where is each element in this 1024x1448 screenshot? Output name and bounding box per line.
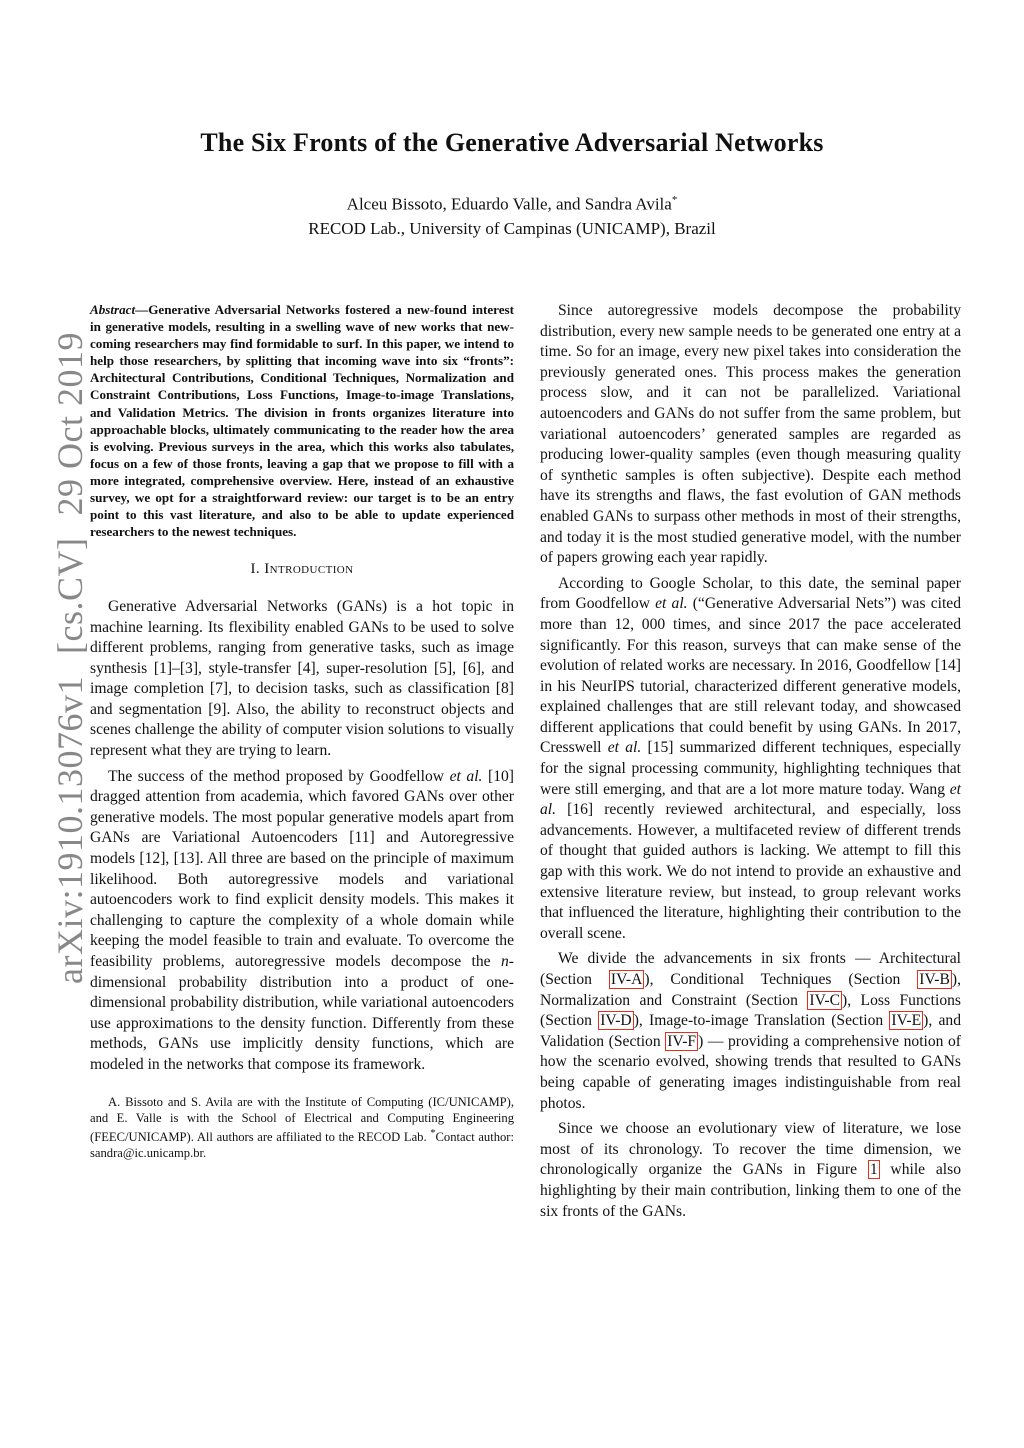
text-run: (“Generative Adversarial Nets”) was cited more than 12, 000 times, and since 2017 the pace accelerated significantly. For this reason, surveys that can make sense of the evolution of related works are necessary. In 2016, Goodfellow [14] in his NeurIPS tutorial, characterized different generative models, explained challenges that are still relevant today, and showcased different applications that could benefit by using GANs. In 2017, Cresswell xyxy=(540,595,962,757)
abstract xyxy=(90,301,514,540)
text-run: ), Loss Functions (Section xyxy=(540,991,961,1030)
section-link-iv-c[interactable]: IV-C xyxy=(809,991,840,1009)
text-run: According to Google Scholar, to this date, the seminal paper from Goodfellow xyxy=(540,574,961,613)
intro-paragraph-1: Generative Adversarial Networks (GANs) is a hot topic in machine learning. Its flexibility enabled GANs to be used to solve different problems, ranging from generative tasks, such as image synthesis [1]–[3], style-transfer [4], super-resolution [5], [6], and image completion [7], to decision tasks, such as classification [8] and segmentation [9]. Also, the ability to reconstruct objects and scenes challenge the ability of computer vision solutions to visually represent what they are trying to learn. xyxy=(90,597,514,760)
intro-paragraph-3: Since autoregressive models decompose the probability distribution, every new sample needs to be generated one entry at a time. So for an image, every new pixel takes into consideration the previously generated ones. This process makes the generation process slow, and it can not be parallelized. Variational autoencoders and GANs do not suffer from the same problem, but variational autoencoders’ generated samples are regarded as producing lower-quality samples (even though measuring quality of synthetic samples is often subjective). Despite each method have its strengths and flaws, the fast evolution of GAN methods enabled GANs to surpass other methods in most of their strengths, and today it is the most studied generative model, with the number of papers growing each year rapidly. xyxy=(540,302,961,567)
author-block xyxy=(0,188,1024,241)
text-run: The success of the method proposed by Goodfellow xyxy=(108,767,450,785)
section-title: Introduction xyxy=(264,561,354,578)
abstract-label: Abstract xyxy=(90,302,136,317)
intro-paragraph-6 xyxy=(540,1119,961,1222)
text-run: [16] recently reviewed architectural, and especially, loss advancements. However, a multifaceted review of different trends of thought that guided authors is lacking. We attempt to fill this gap with this work. We do not intend to provide an exhaustive and extensive literature review, but instead, to group relevant works that influenced the literature, highlighting their contribution to the overall scene. xyxy=(540,801,961,942)
text-run: We divide the advancements in six fronts — Architectural (Section xyxy=(540,950,961,988)
text-run: Since we choose an evolutionary view of literature, we lose most of its chronology. To recover the time dimension, we chronologically organize the GANs in Figure xyxy=(540,1120,961,1179)
right-column xyxy=(540,301,961,1227)
author-names xyxy=(0,188,1024,217)
footnote-asterisk: * xyxy=(430,1127,436,1139)
arxiv-category: [cs.CV] xyxy=(50,537,90,654)
arxiv-watermark xyxy=(50,208,90,1108)
footnote xyxy=(90,1094,514,1161)
abstract-text: Generative Adversarial Networks fostered a new-found interest in generative models, resulting in a swelling wave of new works that new-coming researchers may find formidable to surf. In this paper, we intend to help those researchers, by splitting that incoming wave into six “fronts”: Architectural Contributions, Conditional Techniques, Normalization and Constraint Contributions, Loss Functions, Image-to-image Translations, and Validation Metrics. The division in fronts organizes literature into approachable blocks, ultimately communicating to the reader how the area is evolving. Previous surveys in the area, which this works also tabulates, focus on a few of those fronts, leaving a gap that we propose to fill with a more integrated, comprehensive overview. Here, instead of an exhaustive survey, we opt for a straightforward review: our target is to be an entry point to this vast literature, and also to be able to update experienced researchers to the newest techniques. xyxy=(90,302,514,540)
section-link-iv-d[interactable]: IV-D xyxy=(600,1012,632,1030)
emphasis: et al. xyxy=(540,780,961,819)
section-link-iv-b[interactable]: IV-B xyxy=(919,971,950,988)
text-run: while also highlighting by their main contribution, linking them to one of the six fronts of the GANs. xyxy=(540,1161,961,1220)
section-link-iv-a[interactable]: IV-A xyxy=(610,971,643,988)
intro-paragraph-5 xyxy=(540,949,961,1114)
paper-title: The Six Fronts of the Generative Adversarial Networks xyxy=(200,128,824,157)
text-run: [10] dragged attention from academia, which favored GANs over other generative models. The most popular generative models apart from GANs are Variational Autoencoders [11] and Autoregressive models [12], [13]. All three are based on the principle of maximum likelihood. Both autoregressive models and variational autoencoders work to find explicit density models. This makes it challenging to capture the complexity of a whole domain while keeping the model feasible to train and evaluate. To overcome the feasibility problems, autoregressive models decompose the xyxy=(90,767,514,970)
text-run: ), Conditional Techniques (Section xyxy=(644,971,918,988)
text-run: ), and Validation (Section xyxy=(540,1012,961,1050)
section-link-iv-e[interactable]: IV-E xyxy=(891,1012,922,1030)
footnote-contact: Contact author: sandra@ic.unicamp.br. xyxy=(90,1129,514,1160)
arxiv-id: arXiv:1910.13076v1 xyxy=(50,676,90,984)
author-list: Alceu Bissoto, Eduardo Valle, and Sandra Avila xyxy=(346,194,672,214)
text-run: ), Image-to-image Translation (Section xyxy=(633,1012,890,1030)
text-run: -dimensional probability distribution into a product of one-dimensional probability distribution, while variational autoencoders use approximations to the density function. Differently from these methods, GANs use implicitly density functions, which are modeled in the networks that compose its framework. xyxy=(90,953,514,1073)
section-number: I. xyxy=(250,561,261,578)
intro-paragraph-2 xyxy=(90,767,514,1076)
author-asterisk: * xyxy=(671,194,678,206)
figure-link-1[interactable]: 1 xyxy=(869,1161,878,1179)
emphasis: et al. xyxy=(449,767,483,785)
math-variable: n xyxy=(501,953,509,970)
section-heading xyxy=(90,559,514,580)
text-run: [15] summarized different techniques, especially for the signal processing community, highlighting techniques that were still emerging, and that are a lot more mature today. Wang xyxy=(540,739,961,798)
emphasis: et al. xyxy=(655,595,688,613)
text-run: ) — providing a comprehensive notion of how the scenario evolved, showing trends that resulted to GANs being capable of generating images indistinguishable from real photos. xyxy=(540,1032,961,1112)
section-link-iv-f[interactable]: IV-F xyxy=(667,1032,697,1050)
emphasis: et al. xyxy=(607,739,642,757)
text-run: ), Normalization and Constraint (Section xyxy=(540,971,961,1009)
abstract-dash: — xyxy=(135,302,149,317)
arxiv-date: 29 Oct 2019 xyxy=(50,332,90,516)
footnote-text: A. Bissoto and S. Avila are with the Institute of Computing (IC/UNICAMP), and E. Valle is with the School of Electrical and Computing Engineering (FEEC/UNICAMP). All authors are affiliated to the RECOD Lab. xyxy=(90,1094,514,1144)
intro-paragraph-4 xyxy=(540,574,961,945)
author-affiliation: RECOD Lab., University of Campinas (UNICAMP), Brazil xyxy=(308,218,716,238)
left-column xyxy=(90,301,514,1161)
